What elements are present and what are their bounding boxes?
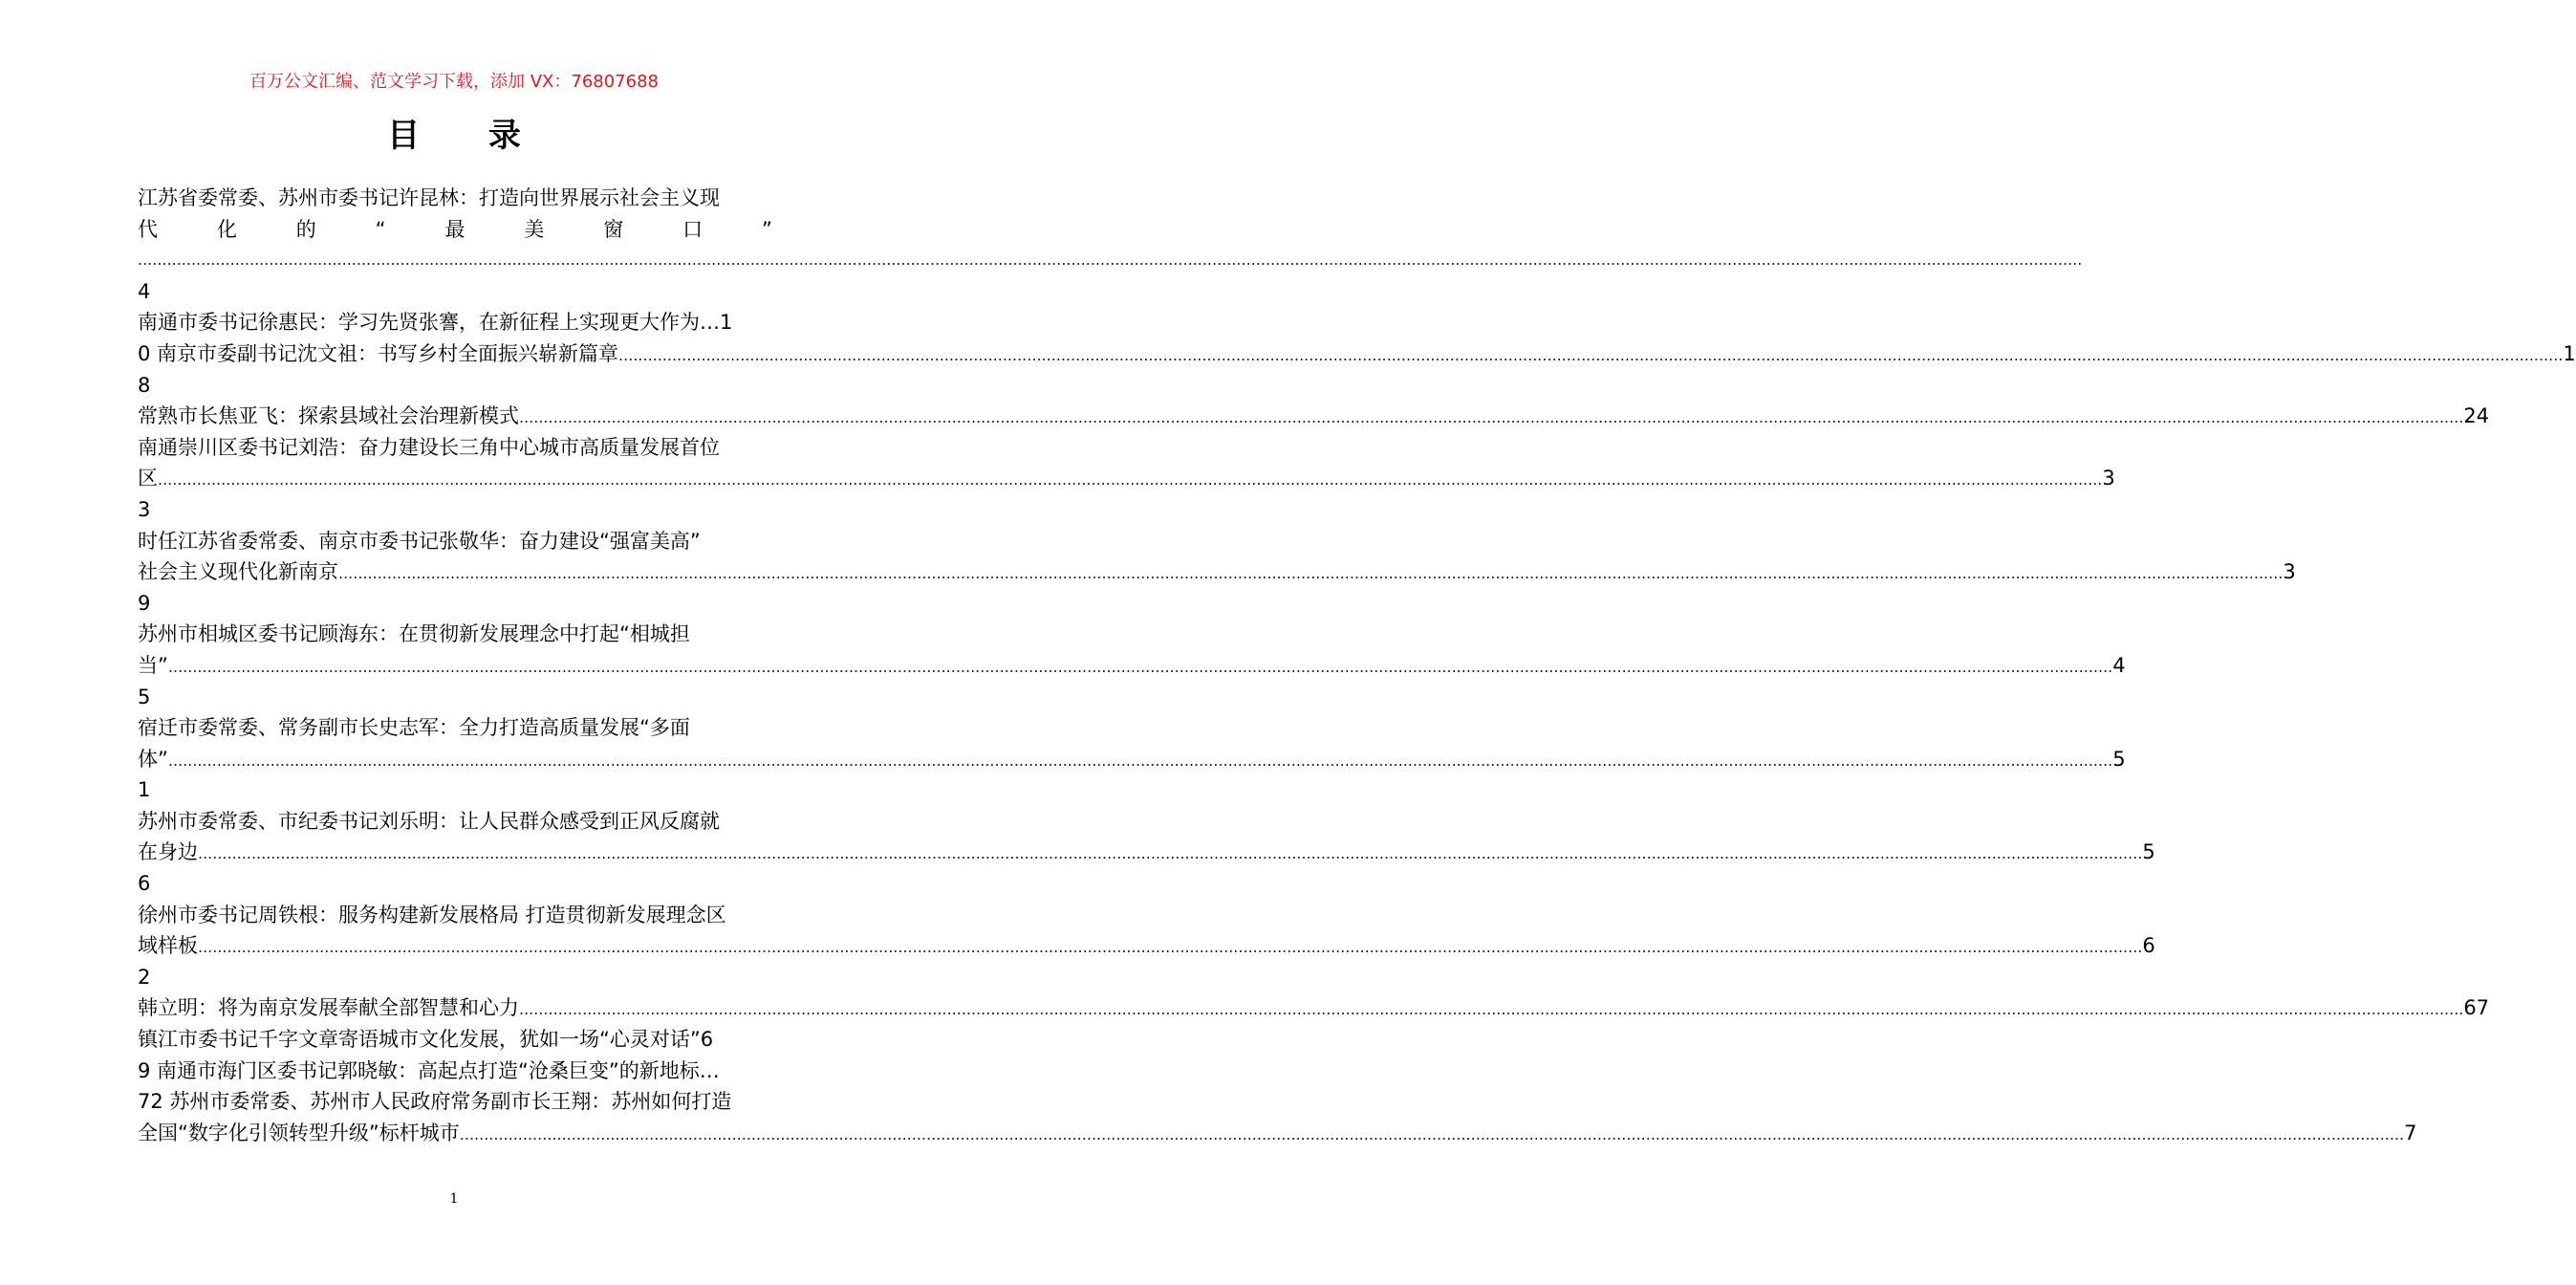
page-number: 1: [449, 1191, 459, 1207]
toc-entry-line[interactable]: 韩立明：将为南京发展奉献全部智慧和心力 ................................................................................................................................................................................................................................................................................................................................................................................................................ 67: [138, 992, 772, 1024]
toc-entry-line[interactable]: 当” ................................................................................................................................................................................................................................................................................................................................................................................................................ 4: [138, 650, 772, 682]
toc-entry-line[interactable]: 0 南京市委副书记沈文祖：书写乡村全面振兴崭新篇章 ................................................................................................................................................................................................................................................................................................................................................................................................................ 1: [138, 338, 772, 370]
toc-entry-line[interactable]: 域样板 ................................................................................................................................................................................................................................................................................................................................................................................................................ 6: [138, 930, 772, 962]
toc-entry-line[interactable]: 南通市委书记徐惠民：学习先贤张謇，在新征程上实现更大作为…1: [138, 311, 733, 335]
toc-entry-line[interactable]: 在身边 ................................................................................................................................................................................................................................................................................................................................................................................................................ 5: [138, 837, 772, 868]
toc-entry-line[interactable]: 常熟市长焦亚飞：探索县域社会治理新模式 ................................................................................................................................................................................................................................................................................................................................................................................................................ 24: [138, 401, 772, 432]
toc-entry-line[interactable]: 社会主义现代化新南京 ................................................................................................................................................................................................................................................................................................................................................................................................................ 3: [138, 556, 772, 588]
dot-leader: ................................................................................................................................................................................................................................................................................................................................................................................................................: [459, 1124, 2405, 1143]
toc-entry-line[interactable]: 1: [138, 778, 151, 802]
toc-entry-line[interactable]: 宿迁市委常委、常务副市长史志军：全力打造高质量发展“多面: [138, 716, 690, 740]
dot-leader: ................................................................................................................................................................................................................................................................................................................................................................................................................: [519, 408, 2464, 427]
dot-leader: ................................................................................................................................................................................................................................................................................................................................................................................................................: [198, 938, 2143, 957]
toc-entry-line[interactable]: 6: [138, 872, 151, 896]
table-of-contents: [138, 183, 2576, 1148]
dot-leader: ................................................................................................................................................................................................................................................................................................................................................................................................................: [519, 1000, 2464, 1019]
toc-entry-line[interactable]: 苏州市相城区委书记顾海东：在贯彻新发展理念中打起“相城担: [138, 622, 690, 646]
toc-entry-line[interactable]: 南通崇川区委书记刘浩：奋力建设长三角中心城市高质量发展首位: [138, 435, 720, 459]
toc-entry-line[interactable]: 镇江市委书记千字文章寄语城市文化发展，犹如一场“心灵对话”6: [138, 1028, 714, 1052]
toc-entry-line[interactable]: 9: [138, 591, 151, 615]
dot-leader: ................................................................................................................................................................................................................................................................................................................................................................................................................: [138, 250, 2083, 270]
dot-leader: ................................................................................................................................................................................................................................................................................................................................................................................................................: [618, 345, 2564, 364]
page-title: 目 录: [387, 117, 550, 155]
toc-entry-line[interactable]: 3: [138, 497, 151, 521]
dot-leader: ................................................................................................................................................................................................................................................................................................................................................................................................................: [167, 657, 2113, 676]
toc-entry-line[interactable]: 代 化 的 “ 最 美 窗 口 ”: [138, 217, 772, 241]
toc-entry-line[interactable]: 区 ................................................................................................................................................................................................................................................................................................................................................................................................................ 3: [138, 463, 772, 494]
toc-dot-leader: [138, 245, 2083, 276]
toc-entry-line[interactable]: 体” ................................................................................................................................................................................................................................................................................................................................................................................................................ 5: [138, 744, 772, 775]
dot-leader: ................................................................................................................................................................................................................................................................................................................................................................................................................: [158, 470, 2103, 490]
toc-entry-line[interactable]: 江苏省委常委、苏州市委书记许昆林：打造向世界展示社会主义现: [138, 186, 720, 209]
toc-entry-line[interactable]: 9 南通市海门区委书记郭晓敏：高起点打造“沧桑巨变”的新地标…: [138, 1058, 720, 1082]
toc-entry-line[interactable]: 全国“数字化引领转型升级”标杆城市 ................................................................................................................................................................................................................................................................................................................................................................................................................ 7: [138, 1118, 772, 1149]
toc-entry-line[interactable]: 时任江苏省委常委、南京市委书记张敬华：奋力建设“强富美高”: [138, 529, 701, 553]
dot-leader: ................................................................................................................................................................................................................................................................................................................................................................................................................: [198, 844, 2143, 863]
toc-entry-line[interactable]: 苏州市委常委、市纪委书记刘乐明：让人民群众感受到正风反腐就: [138, 809, 720, 833]
toc-entry-line[interactable]: 2: [138, 965, 151, 989]
toc-entry-line[interactable]: 徐州市委书记周铁根：服务构建新发展格局 打造贯彻新发展理念区: [138, 903, 726, 926]
dot-leader: ................................................................................................................................................................................................................................................................................................................................................................................................................: [167, 751, 2113, 770]
toc-entry-line[interactable]: 72 苏州市委常委、苏州市人民政府常务副市长王翔：苏州如何打造: [138, 1090, 732, 1114]
dot-leader: ................................................................................................................................................................................................................................................................................................................................................................................................................: [338, 564, 2284, 583]
toc-entry-line[interactable]: 8: [138, 373, 151, 397]
toc-entry-line[interactable]: 5: [138, 685, 151, 708]
header-watermark-text: 百万公文汇编、范文学习下载，添加 VX：76807688: [249, 72, 659, 92]
toc-entry-line[interactable]: 4: [138, 279, 151, 303]
